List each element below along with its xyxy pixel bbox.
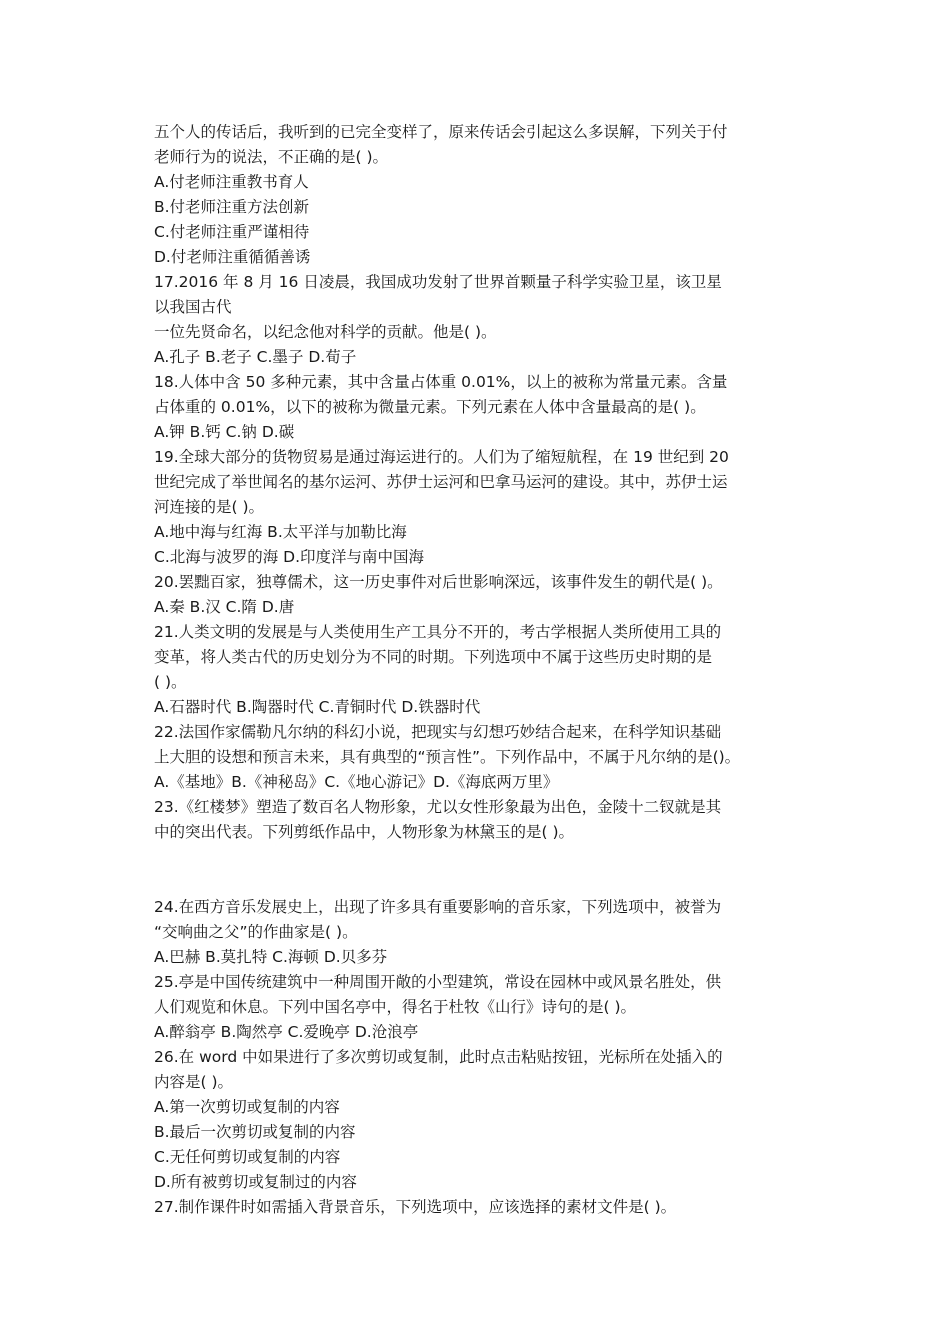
text-line: 内容是( )。 [154,1073,234,1091]
text-line: “交响曲之父”的作曲家是( )。 [154,923,358,941]
text-line: 以我国古代 [154,298,232,316]
blank-gap [154,845,804,895]
text-line: 中的突出代表。下列剪纸作品中，人物形象为林黛玉的是( )。 [154,823,575,841]
option-line: B.最后一次剪切或复制的内容 [154,1123,356,1141]
option-line: A.第一次剪切或复制的内容 [154,1098,340,1116]
question-17: 17.2016 年 8 月 16 日凌晨，我国成功发射了世界首颗量子科学实验卫星，该卫星 [154,273,722,291]
question-20: 20.罢黜百家，独尊儒术，这一历史事件对后世影响深远，该事件发生的朝代是( )。 [154,573,723,591]
option-line: A.巴赫 B.莫扎特 C.海顿 D.贝多芬 [154,948,388,966]
option-line: A.秦 B.汉 C.隋 D.唐 [154,598,295,616]
option-line: C.无任何剪切或复制的内容 [154,1148,341,1166]
text-line: 人们观览和休息。下列中国名亭中，得名于杜牧《山行》诗句的是( )。 [154,998,637,1016]
question-19: 19.全球大部分的货物贸易是通过海运进行的。人们为了缩短航程，在 19 世纪到 20 [154,448,729,466]
option-line: B.付老师注重方法创新 [154,198,310,216]
text-line: ( )。 [154,673,187,691]
question-21: 21.人类文明的发展是与人类使用生产工具分不开的，考古学根据人类所使用工具的 [154,623,722,641]
question-block-1 [154,120,804,845]
question-26: 26.在 word 中如果进行了多次剪切或复制，此时点击粘贴按钮，光标所在处插入的 [154,1048,723,1066]
text-line: 五个人的传话后，我听到的已完全变样了，原来传话会引起这么多误解，下列关于付 [154,123,728,141]
option-line: D.付老师注重循循善诱 [154,248,311,266]
text-line: 世纪完成了举世闻名的基尔运河、苏伊士运河和巴拿马运河的建设。其中，苏伊士运 [154,473,728,491]
question-25: 25.亭是中国传统建筑中一种周围开敞的小型建筑，常设在园林中或风景名胜处，供 [154,973,722,991]
option-line: C.北海与波罗的海 D.印度洋与南中国海 [154,548,425,566]
text-line: 老师行为的说法，不正确的是( )。 [154,148,389,166]
question-23: 23.《红楼梦》塑造了数百名人物形象，尤以女性形象最为出色，金陵十二钗就是其 [154,798,722,816]
option-line: A.《基地》B.《神秘岛》C.《地心游记》D.《海底两万里》 [154,773,559,791]
option-line: A.孔子 B.老子 C.墨子 D.荀子 [154,348,357,366]
question-block-2 [154,895,804,1220]
option-line: A.石器时代 B.陶器时代 C.青铜时代 D.铁器时代 [154,698,481,716]
text-line: 占体重的 0.01%，以下的被称为微量元素。下列元素在人体中含量最高的是( )。 [154,398,706,416]
question-18: 18.人体中含 50 多种元素，其中含量占体重 0.01%，以上的被称为常量元素。含量 [154,373,728,391]
document-body [154,120,804,1220]
option-line: A.醉翁亭 B.陶然亭 C.爱晚亭 D.沧浪亭 [154,1023,419,1041]
option-line: C.付老师注重严谨相待 [154,223,310,241]
text-line: 一位先贤命名，以纪念他对科学的贡献。他是( )。 [154,323,497,341]
text-line: 变革，将人类古代的历史划分为不同的时期。下列选项中不属于这些历史时期的是 [154,648,713,666]
question-22: 22.法国作家儒勒凡尔纳的科幻小说，把现实与幻想巧妙结合起来，在科学知识基础 [154,723,722,741]
option-line: A.付老师注重教书育人 [154,173,309,191]
option-line: A.地中海与红海 B.太平洋与加勒比海 [154,523,407,541]
option-line: A.钾 B.钙 C.钠 D.碳 [154,423,295,441]
text-line: 上大胆的设想和预言未来，具有典型的“预言性”。下列作品中，不属于凡尔纳的是()。 [154,748,741,766]
text-line: 河连接的是( )。 [154,498,265,516]
option-line: D.所有被剪切或复制过的内容 [154,1173,357,1191]
question-27: 27.制作课件时如需插入背景音乐，下列选项中，应该选择的素材文件是( )。 [154,1198,677,1216]
question-24: 24.在西方音乐发展史上，出现了许多具有重要影响的音乐家，下列选项中，被誉为 [154,898,722,916]
